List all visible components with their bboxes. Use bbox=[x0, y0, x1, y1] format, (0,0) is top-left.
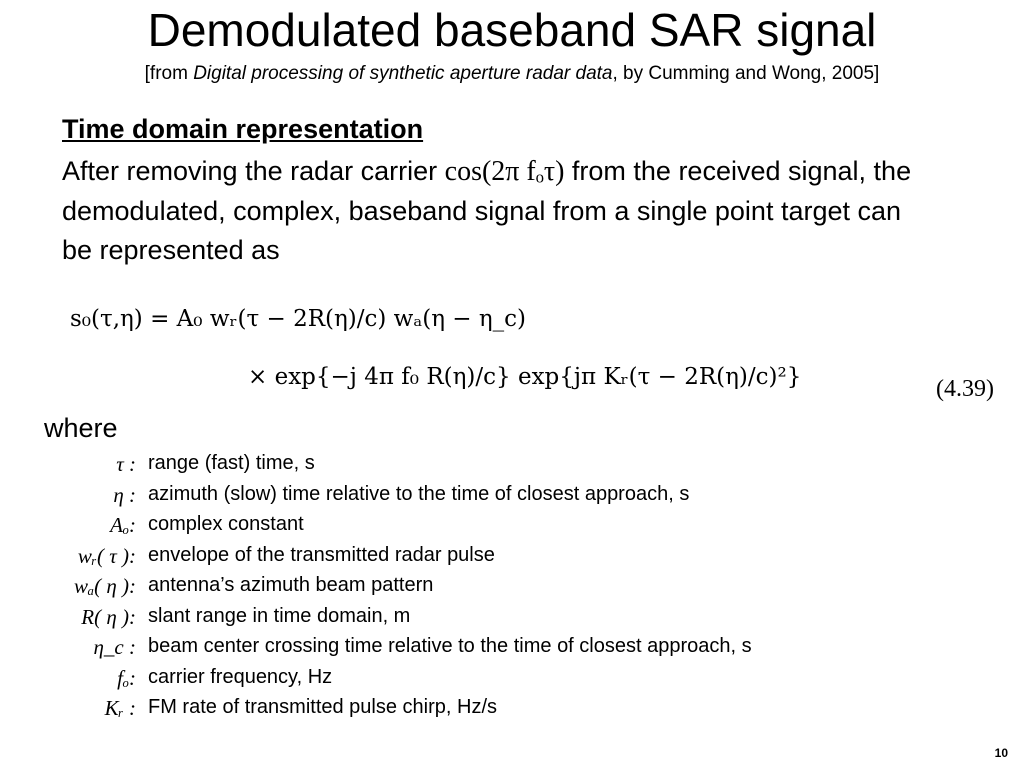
definition-row bbox=[0, 664, 1000, 694]
definition-row bbox=[0, 481, 1000, 511]
signal-equation bbox=[60, 296, 1020, 436]
definition-symbol: wᵣ( τ ): bbox=[77, 543, 136, 568]
definition-symbol: fₒ: bbox=[117, 665, 136, 690]
definition-row bbox=[0, 572, 1000, 602]
intro-paragraph bbox=[62, 152, 922, 271]
equation-line-1: s₀(τ,η) = A₀ wᵣ(τ − 2R(η)/c) wₐ(η − η_c) bbox=[70, 306, 527, 332]
definition-symbol: η : bbox=[113, 482, 136, 507]
definition-text: range (fast) time, s bbox=[148, 452, 315, 474]
definition-symbol: wₐ( η ): bbox=[73, 574, 136, 598]
citation-suffix: , by Cumming and Wong, 2005] bbox=[612, 63, 880, 84]
definition-symbol: τ : bbox=[116, 452, 136, 476]
section-heading: Time domain representation bbox=[62, 114, 424, 144]
citation bbox=[0, 62, 1024, 86]
definition-row bbox=[0, 450, 1000, 480]
slide-title: Demodulated baseband SAR signal bbox=[147, 4, 877, 56]
definition-text: azimuth (slow) time relative to the time of closest approach, s bbox=[148, 482, 690, 505]
definition-text: carrier frequency, Hz bbox=[148, 665, 333, 688]
page-number: 10 bbox=[994, 746, 1008, 760]
definition-symbol: Aₒ: bbox=[110, 513, 136, 537]
citation-book-title: Digital processing of synthetic aperture radar data bbox=[193, 63, 613, 84]
para-text-after: from the received signal, the demodulated, complex, baseband signal from a single point target can be represented as bbox=[62, 156, 912, 265]
definition-row bbox=[0, 633, 1000, 663]
equation-number: (4.39) bbox=[936, 376, 994, 402]
definition-symbol: η_c : bbox=[93, 635, 136, 659]
definition-symbol: Kᵣ : bbox=[104, 696, 136, 720]
para-text-before: After removing the radar carrier bbox=[62, 156, 445, 186]
definition-text: slant range in time domain, m bbox=[148, 604, 411, 627]
definition-text: beam center crossing time relative to the time of closest approach, s bbox=[148, 635, 752, 657]
definition-text: FM rate of transmitted pulse chirp, Hz/s bbox=[148, 696, 498, 718]
definition-row bbox=[0, 603, 1000, 633]
where-label: where bbox=[44, 413, 118, 443]
definition-text: envelope of the transmitted radar pulse bbox=[148, 543, 495, 566]
definition-row bbox=[0, 511, 1000, 541]
definition-row bbox=[0, 694, 1000, 724]
definition-symbol: R( η ): bbox=[81, 604, 136, 629]
definition-row bbox=[0, 542, 1000, 572]
citation-prefix: [from bbox=[144, 63, 194, 84]
definition-text: antenna’s azimuth beam pattern bbox=[148, 574, 434, 596]
equation-line-2: × exp{−j 4π f₀ R(η)/c} exp{jπ Kᵣ(τ − 2R(η)/c)²} bbox=[248, 364, 802, 390]
carrier-expression: cos(2π fₒτ) bbox=[444, 156, 565, 187]
definition-text: complex constant bbox=[148, 513, 304, 535]
